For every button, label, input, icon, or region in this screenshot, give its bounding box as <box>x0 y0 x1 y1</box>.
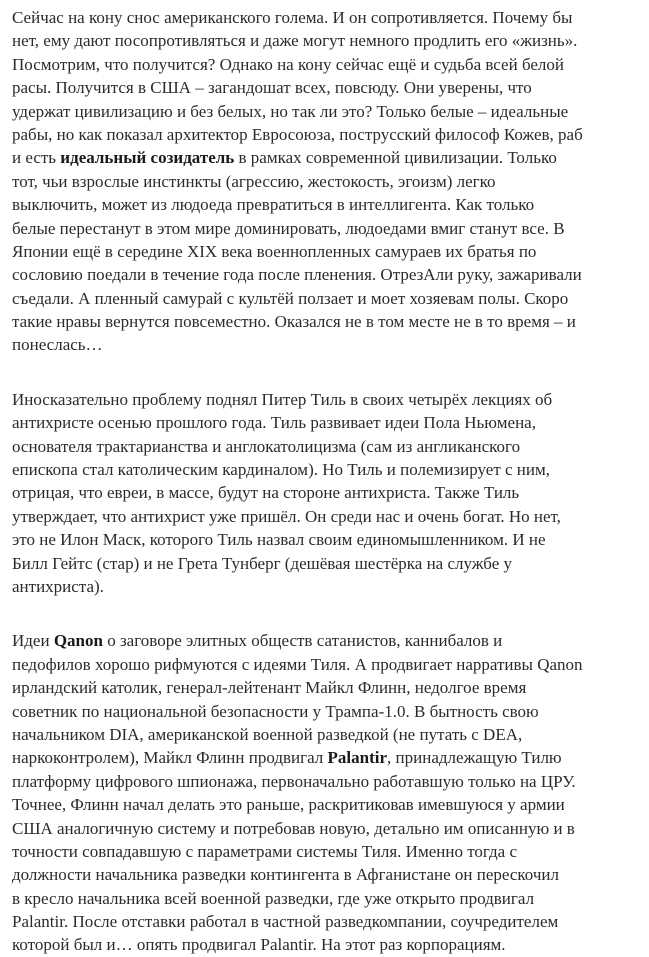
text-segment: основателя трактарианства и англокатолицизма (сам из англиканского <box>12 436 521 456</box>
text-segment: епископа стал католическим кардиналом). Но Тиль и полемизирует с ним, <box>12 460 550 480</box>
text-line <box>12 123 649 146</box>
text-line <box>12 629 649 652</box>
text-line <box>12 6 649 29</box>
text-line <box>12 863 649 886</box>
text-line <box>12 458 649 481</box>
bold-text: Palantir <box>327 748 388 768</box>
text-segment: которой был и… опять продвигал Palantir. На этот раз корпорациям. <box>12 935 506 955</box>
text-segment: и есть <box>12 148 61 168</box>
text-segment: наркоконтролем), Майкл Флинн продвигал <box>12 748 328 768</box>
text-line <box>12 146 649 169</box>
text-line <box>12 552 649 575</box>
text-segment: Японии ещё в середине XIX века военнопленных самураев их братья по <box>12 241 537 261</box>
text-line <box>12 217 649 240</box>
text-segment: отрицая, что евреи, в массе, будут на стороне антихриста. Также Тиль <box>12 483 520 503</box>
text-line <box>12 528 649 551</box>
text-segment: Билл Гейтс (стар) и не Грета Тунберг (дешёвая шестёрка на службе у <box>12 553 513 573</box>
text-segment: антихристе осенью прошлого года. Тиль развивает идеи Пола Ньюмена, <box>12 413 536 433</box>
text-line <box>12 333 649 356</box>
text-line <box>12 700 649 723</box>
bold-text: Qanon <box>53 631 103 651</box>
text-line <box>12 193 649 216</box>
text-line <box>12 505 649 528</box>
text-line <box>12 29 649 52</box>
text-segment: белые перестанут в этом мире доминировать, людоедами вмиг станут все. В <box>12 218 565 238</box>
text-line <box>12 170 649 193</box>
text-line <box>12 310 649 333</box>
text-line <box>12 240 649 263</box>
text-segment: педофилов хорошо рифмуются с идеями Тиля. А продвигает нарративы Qanon <box>12 654 583 674</box>
text-segment: Сейчас на кону снос американского голема. И он сопротивляется. Почему бы <box>12 8 573 27</box>
text-line <box>12 793 649 816</box>
text-line <box>12 910 649 933</box>
text-segment: расы. Получится в США – загандошат всех, повсюду. Они уверены, что <box>12 78 532 98</box>
text-line <box>12 53 649 76</box>
text-segment: ирландский католик, генерал-лейтенант Майкл Флинн, недолгое время <box>12 678 527 698</box>
text-segment: Идеи <box>12 631 54 651</box>
text-segment: рабы, но как показал архитектор Евросоюза, пострусский философ Кожев, раб <box>12 124 583 144</box>
text-line <box>12 723 649 746</box>
text-line <box>12 817 649 840</box>
text-segment: такие нравы вернутся повсеместно. Оказался не в том месте не в то время – и <box>12 312 576 332</box>
text-segment: , принадлежащую Тилю <box>387 748 562 768</box>
text-segment: начальником DIA, американской военной разведкой (не путать с DEA, <box>12 724 523 744</box>
article-paragraph <box>12 629 649 956</box>
text-segment: Palantir. После отставки работал в частной разведкомпании, соучредителем <box>12 912 559 932</box>
text-segment: США аналогичную систему и потребовав новую, детально им описанную и в <box>12 818 575 838</box>
text-line <box>12 840 649 863</box>
text-line <box>12 653 649 676</box>
text-segment: Иносказательно проблему поднял Питер Тиль в своих четырёх лекциях об <box>12 389 553 409</box>
article-paragraph <box>12 388 649 599</box>
text-line <box>12 435 649 458</box>
text-line <box>12 933 649 956</box>
text-line <box>12 287 649 310</box>
text-segment: должности начальника разведки контингента в Афганистане он перескочил <box>12 865 559 885</box>
text-line <box>12 887 649 910</box>
text-segment: это не Илон Маск, которого Тиль назвал своим единомышленником. И не <box>12 530 546 550</box>
text-line <box>12 263 649 286</box>
text-segment: антихриста). <box>12 576 104 596</box>
text-segment: о заговоре элитных обществ сатанистов, каннибалов и <box>102 631 503 651</box>
text-segment: в рамках современной цивилизации. Только <box>234 148 557 168</box>
text-segment: сословию поедали в течение года после пленения. ОтрезАли руку, зажаривали <box>12 265 582 285</box>
text-segment: тот, чьи взрослые инстинкты (агрессию, жестокость, эгоизм) легко <box>12 171 496 191</box>
text-segment: удержат цивилизацию и без белых, но так ли это? Только белые – идеальные <box>12 101 569 121</box>
text-segment: утверждает, что антихрист уже пришёл. Он среди нас и очень богат. Но нет, <box>12 506 561 526</box>
text-segment: точности совпадавшую с параметрами системы Тиля. Именно тогда с <box>12 841 518 861</box>
text-line <box>12 100 649 123</box>
text-line <box>12 76 649 99</box>
text-segment: нет, ему дают посопротивляться и даже могут немного продлить его «жизнь». <box>12 31 578 51</box>
text-segment: Посмотрим, что получится? Однако на кону сейчас ещё и судьба всей белой <box>12 54 564 74</box>
text-line <box>12 770 649 793</box>
text-line <box>12 575 649 598</box>
text-segment: понеслась… <box>12 335 103 355</box>
text-segment: Точнее, Флинн начал делать это раньше, раскритиковав имевшуюся у армии <box>12 795 565 815</box>
text-line <box>12 411 649 434</box>
text-segment: советник по национальной безопасности у Трампа-1.0. В бытность свою <box>12 701 539 721</box>
text-line <box>12 746 649 769</box>
text-segment: платформу цифрового шпионажа, первоначально работавшую только на ЦРУ. <box>12 771 576 791</box>
text-segment: в кресло начальника всей военной разведки, где уже открыто продвигал <box>12 888 535 908</box>
text-line <box>12 481 649 504</box>
bold-text: идеальный созидатель <box>60 148 235 168</box>
text-segment: съедали. А пленный самурай с культёй ползает и моет хозяевам полы. Скоро <box>12 288 569 308</box>
text-segment: выключить, может из людоеда превратиться в интеллигента. Как только <box>12 195 535 215</box>
text-line <box>12 388 649 411</box>
text-line <box>12 676 649 699</box>
article-paragraph <box>12 6 649 357</box>
